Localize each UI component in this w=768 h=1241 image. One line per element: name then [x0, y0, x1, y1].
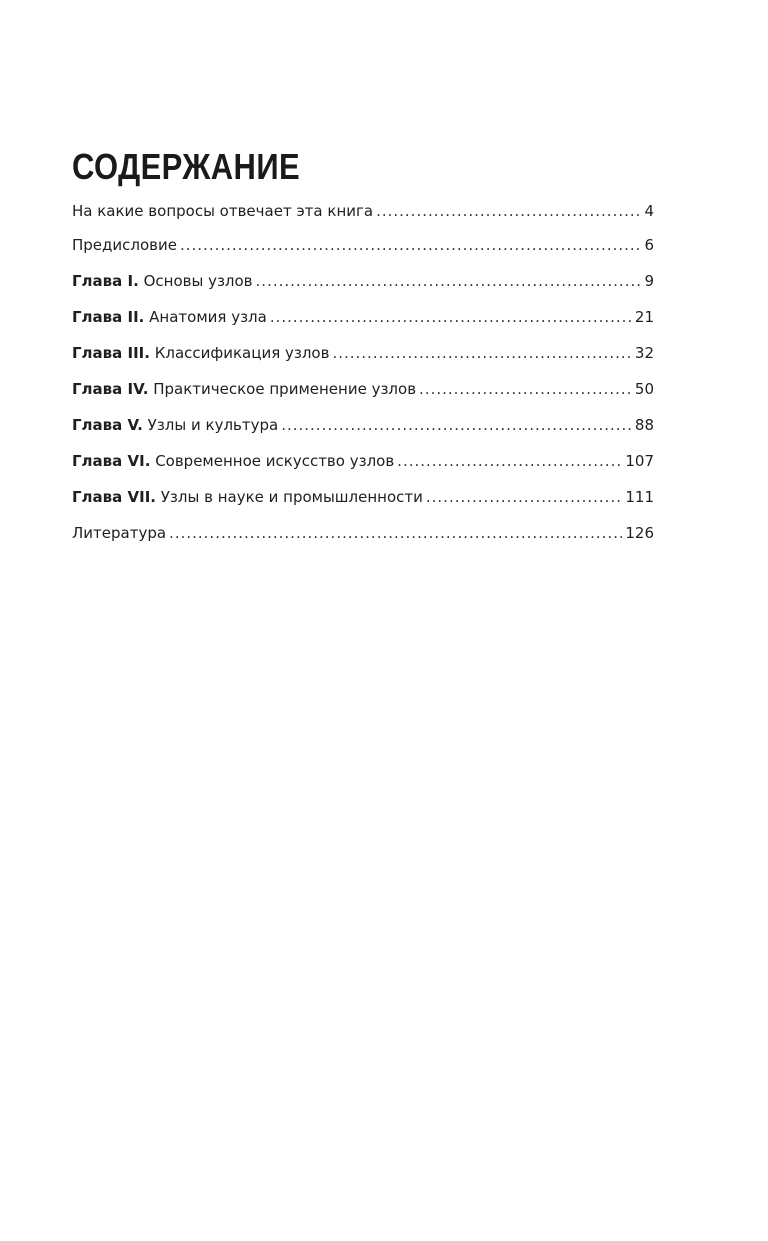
entry-page-number: 9	[644, 272, 654, 290]
toc-entry-chapter-6[interactable]	[72, 452, 654, 488]
dot-leader	[180, 236, 641, 254]
dot-leader	[169, 524, 622, 542]
chapter-title: Классификация узлов	[154, 344, 330, 362]
toc-entry-chapter-7[interactable]	[72, 488, 654, 524]
entry-page-number: 4	[644, 202, 654, 220]
entry-label: На какие вопросы отвечает эта книга	[72, 202, 374, 220]
entry-label	[72, 344, 329, 362]
chapter-prefix: Глава III.	[72, 344, 150, 362]
chapter-prefix: Глава I.	[72, 272, 139, 290]
entry-label	[72, 308, 267, 326]
entry-page-number: 32	[634, 344, 654, 362]
chapter-title: Узлы в науке и промышленности	[160, 488, 423, 506]
toc-entry-questions[interactable]	[72, 202, 654, 236]
toc-list	[72, 202, 654, 560]
entry-label	[72, 380, 416, 398]
chapter-title: Основы узлов	[143, 272, 253, 290]
chapter-title: Анатомия узла	[149, 308, 267, 326]
dot-leader	[270, 308, 632, 326]
chapter-title: Практическое применение узлов	[153, 380, 417, 398]
dot-leader	[426, 488, 622, 506]
chapter-prefix: Глава VII.	[72, 488, 156, 506]
chapter-title: Узлы и культура	[147, 416, 279, 434]
toc-entry-preface[interactable]	[72, 236, 654, 272]
toc-entry-literature[interactable]	[72, 524, 654, 560]
entry-label: Литература	[72, 524, 167, 542]
dot-leader	[397, 452, 622, 470]
entry-page-number: 126	[625, 524, 654, 542]
dot-leader	[256, 272, 642, 290]
dot-leader	[281, 416, 632, 434]
entry-page-number: 107	[625, 452, 654, 470]
entry-page-number: 50	[634, 380, 654, 398]
chapter-prefix: Глава VI.	[72, 452, 151, 470]
entry-label	[72, 488, 423, 506]
entry-label	[72, 416, 278, 434]
table-of-contents	[72, 146, 654, 560]
dot-leader	[419, 380, 632, 398]
dot-leader	[376, 202, 641, 220]
entry-page-number: 111	[625, 488, 654, 506]
entry-label	[72, 272, 253, 290]
entry-page-number: 88	[634, 416, 654, 434]
entry-page-number: 6	[644, 236, 654, 254]
toc-entry-chapter-3[interactable]	[72, 344, 654, 380]
entry-page-number: 21	[634, 308, 654, 326]
chapter-title: Современное искусство узлов	[155, 452, 395, 470]
toc-entry-chapter-2[interactable]	[72, 308, 654, 344]
entry-label: Предисловие	[72, 236, 177, 254]
toc-entry-chapter-1[interactable]	[72, 272, 654, 308]
entry-label	[72, 452, 394, 470]
dot-leader	[332, 344, 631, 362]
chapter-prefix: Глава II.	[72, 308, 145, 326]
chapter-prefix: Глава V.	[72, 416, 143, 434]
page-title: СОДЕРЖАНИЕ	[72, 146, 301, 187]
toc-entry-chapter-4[interactable]	[72, 380, 654, 416]
toc-entry-chapter-5[interactable]	[72, 416, 654, 452]
chapter-prefix: Глава IV.	[72, 380, 149, 398]
